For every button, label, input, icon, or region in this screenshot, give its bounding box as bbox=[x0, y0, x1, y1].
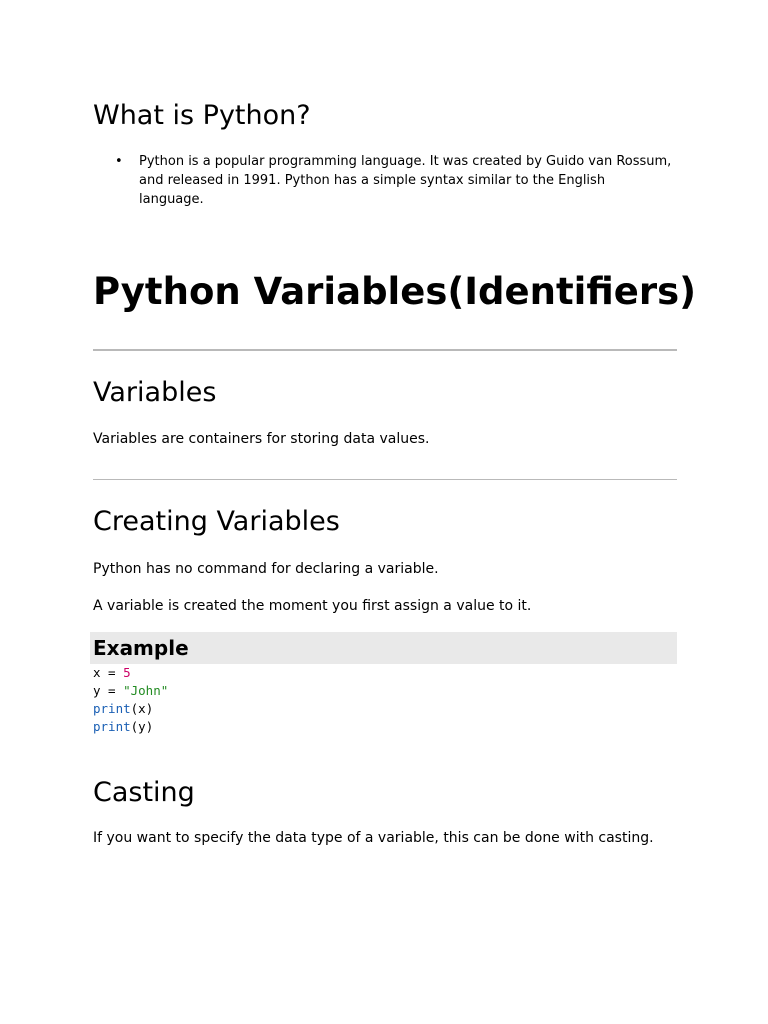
example-header bbox=[90, 632, 677, 664]
variables-heading: Variables bbox=[93, 377, 217, 408]
creating-variables-heading: Creating Variables bbox=[93, 506, 340, 537]
code-function: print bbox=[93, 701, 131, 716]
divider bbox=[93, 479, 677, 480]
casting-text: If you want to specify the data type of a variable, this can be done with casting. bbox=[93, 830, 654, 846]
example-title: Example bbox=[93, 636, 189, 660]
code-string: "John" bbox=[123, 683, 169, 698]
code-block bbox=[93, 664, 168, 736]
bullet-text-line-1: Python is a popular programming language. It was created by Guido van Rossum, bbox=[139, 154, 672, 169]
code-var: y bbox=[93, 683, 101, 698]
intro-heading: What is Python? bbox=[93, 100, 311, 131]
creating-text-1: Python has no command for declaring a variable. bbox=[93, 561, 439, 577]
casting-heading: Casting bbox=[93, 777, 195, 808]
code-line bbox=[93, 682, 168, 700]
code-args: (y) bbox=[130, 719, 154, 734]
code-line bbox=[93, 718, 168, 736]
intro-bullet-list bbox=[93, 152, 677, 209]
code-operator: = bbox=[100, 665, 124, 680]
variables-text: Variables are containers for storing data values. bbox=[93, 431, 430, 447]
page-title: Python Variables(Identifiers) bbox=[93, 270, 697, 313]
bullet-icon: • bbox=[115, 154, 123, 169]
creating-text-2: A variable is created the moment you first assign a value to it. bbox=[93, 598, 532, 614]
code-operator: = bbox=[100, 683, 124, 698]
divider bbox=[93, 349, 677, 351]
bullet-text-line-2: and released in 1991. Python has a simple syntax similar to the English bbox=[139, 173, 606, 188]
intro-bullet-item bbox=[93, 152, 677, 209]
code-var: x bbox=[93, 665, 101, 680]
code-line bbox=[93, 700, 168, 718]
code-function: print bbox=[93, 719, 131, 734]
code-line bbox=[93, 664, 168, 682]
code-number: 5 bbox=[123, 665, 131, 680]
bullet-text-line-3: language. bbox=[139, 192, 204, 207]
code-args: (x) bbox=[130, 701, 154, 716]
